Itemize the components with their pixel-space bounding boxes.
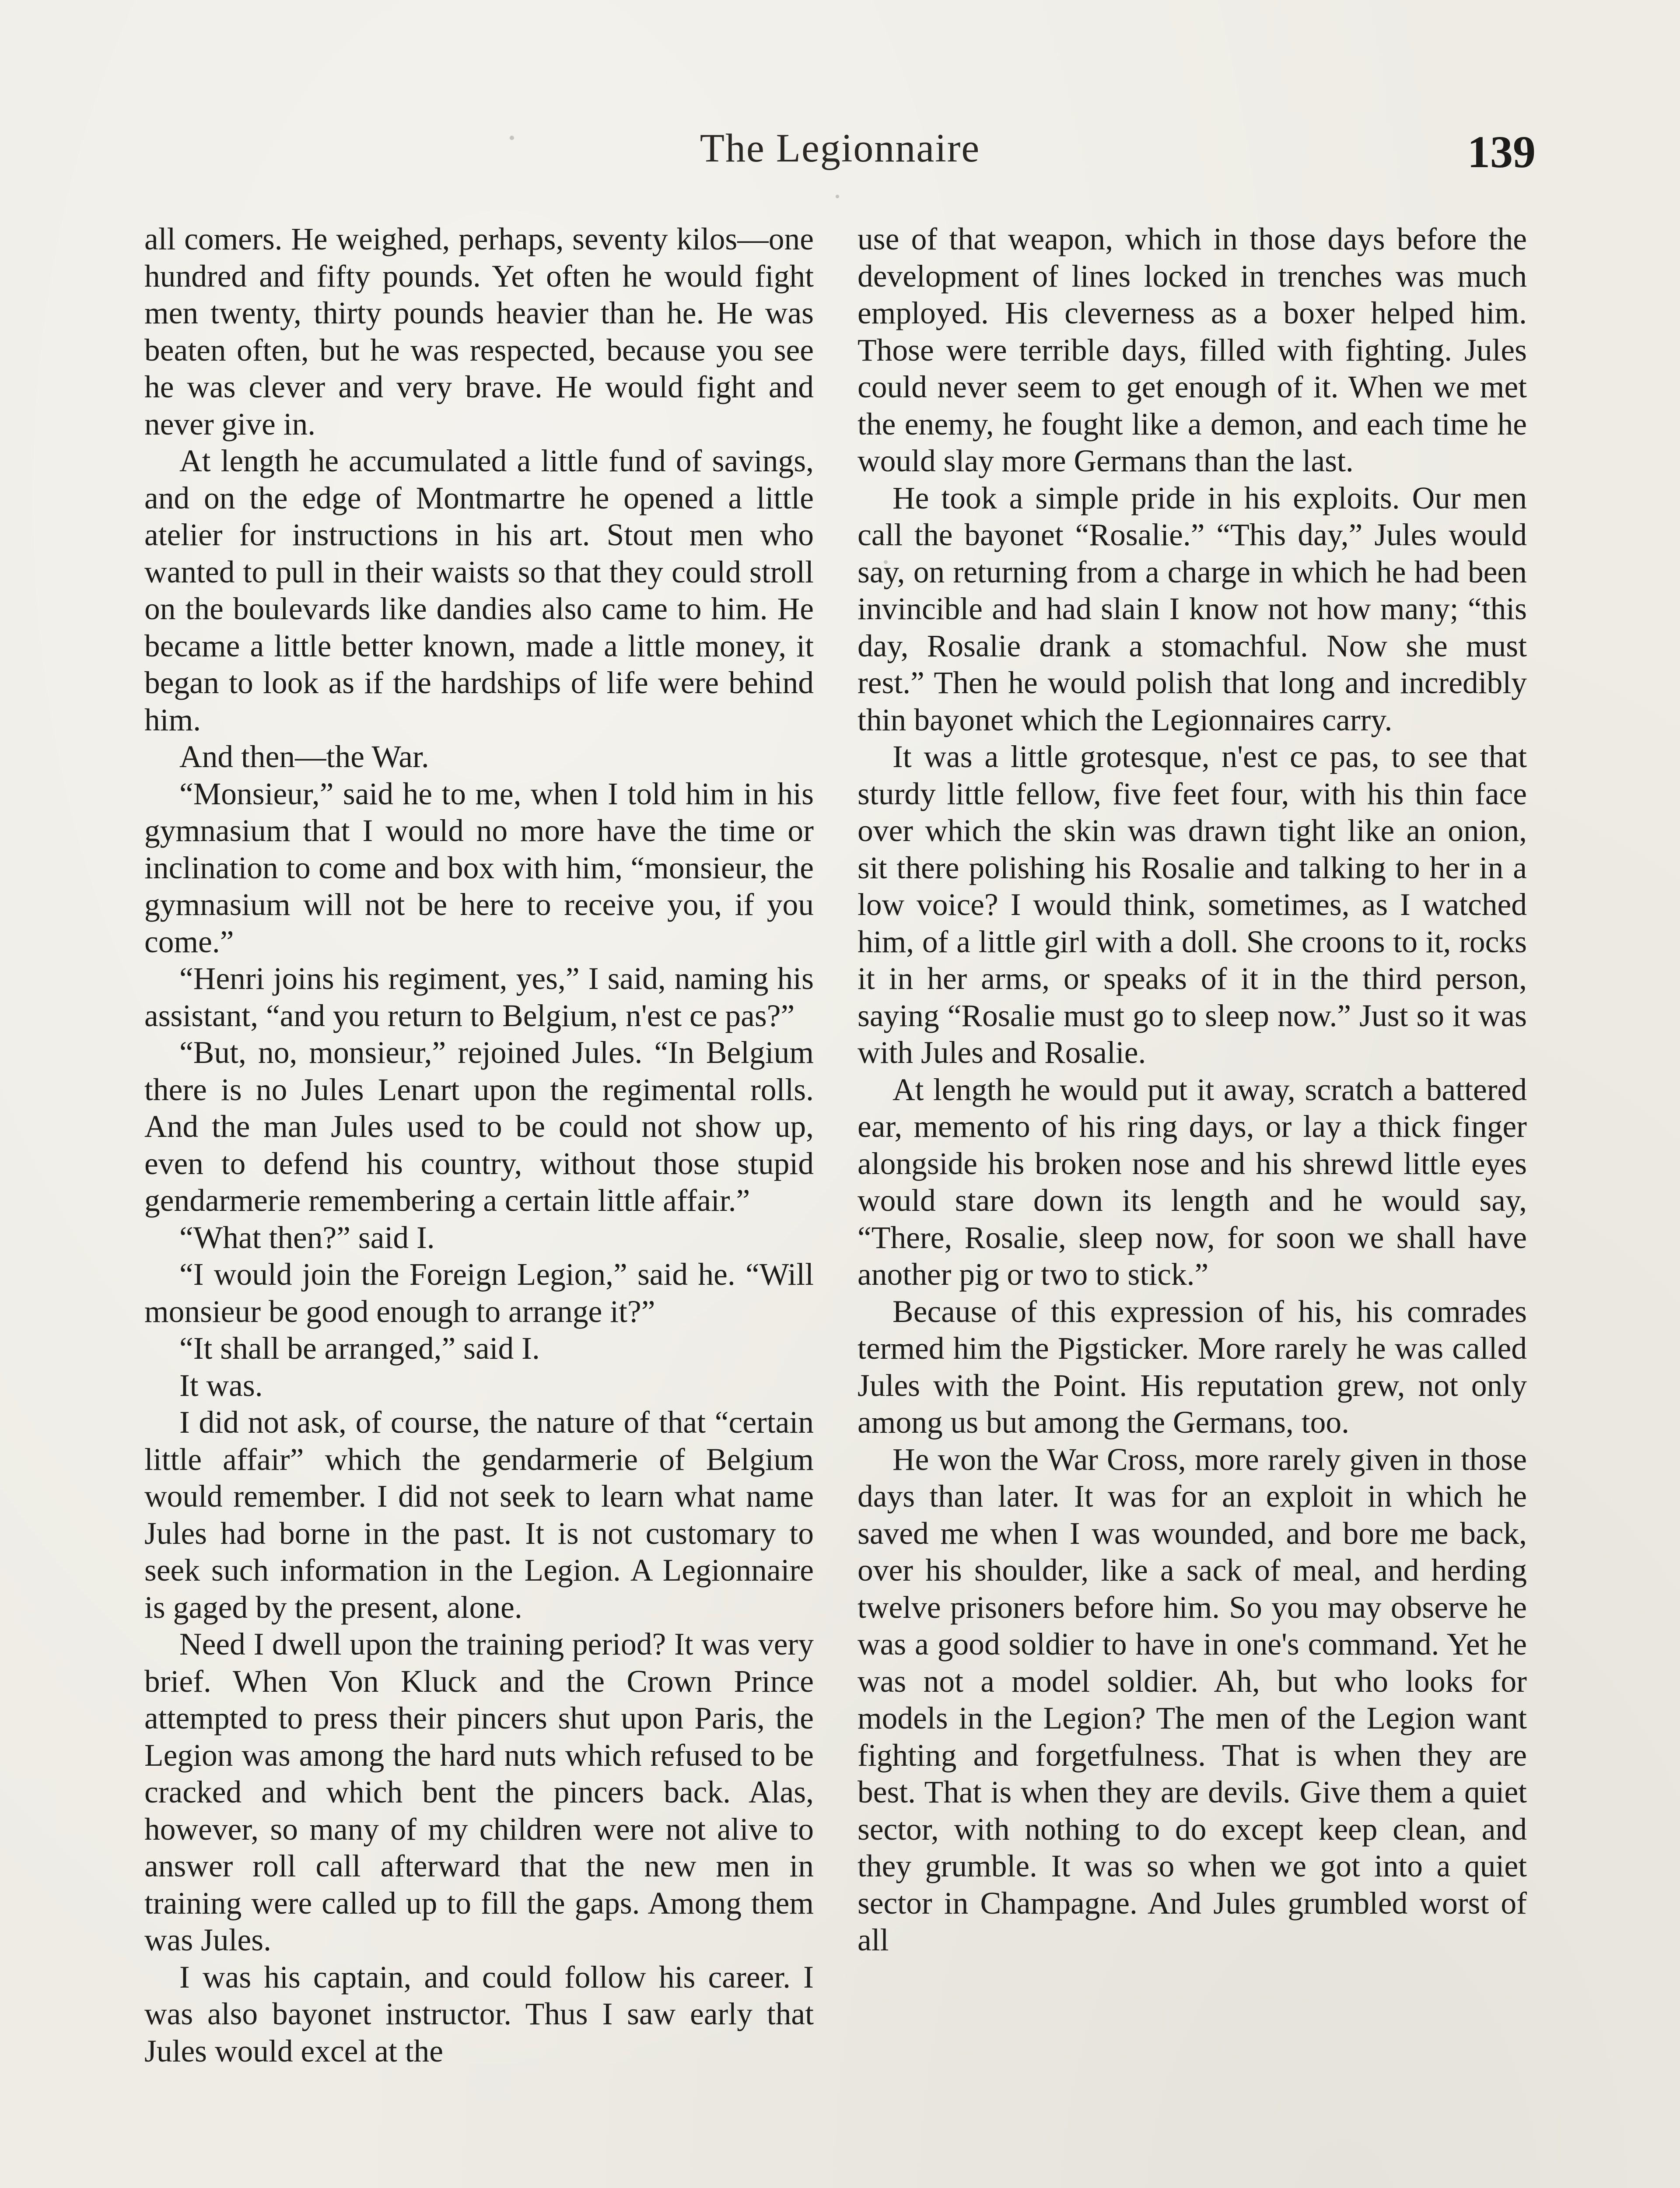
paragraph: “It shall be arranged,” said I. — [179, 1331, 540, 1366]
left-column — [144, 221, 814, 2070]
paragraph: It was a little grotesque, n'est ce pas, to see that sturdy little fellow, five feet four, with his thin face over which the skin was drawn tight like an onion, sit there polishing his Rosalie and talking to her in a low voice? I would think, sometimes, as I watched him, of a little girl with a doll. She croons to it, rocks it in her arms, or speaks of it in the third person, saying “Rosalie must go to sleep now.” Just so it was with Jules and Rosalie. — [858, 740, 1527, 1070]
paragraph: He won the War Cross, more rarely given in those days than later. It was for an exploit in which he saved me when I was wounded, and bore me back, over his shoulder, like a sack of meal, and herding twelve prisoners before him. So you may observe he was a good soldier to have in one's command. Yet he was not a model soldier. Ah, but who looks for models in the Legion? The men of the Legion want fighting and forgetfulness. That is when they are best. That is when they are devils. Give them a quiet sector, with nothing to do except keep clean, and they grumble. It was so when we got into a quiet sector in Champagne. And Jules grumbled worst of all — [858, 1442, 1527, 1957]
paragraph: “But, no, monsieur,” rejoined Jules. “In Belgium there is no Jules Lenart upon the regimental rolls. And the man Jules used to be could not show up, even to defend his country, without those stupid gendarmerie remembering a certain little affair.” — [144, 1035, 814, 1218]
paragraph: Need I dwell upon the training period? It was very brief. When Von Kluck and the Crown Prince attempted to press their pincers shut upon Paris, the Legion was among the hard nuts which refused to be cracked and which bent the pincers back. Alas, however, so many of my children were not alive to answer roll call afterward that the new men in training were called up to fill the gaps. Among them was Jules. — [144, 1627, 814, 1957]
paragraph: It was. — [179, 1368, 263, 1403]
paragraph: He took a simple pride in his exploits. Our men call the bayonet “Rosalie.” “This day,” Jules would say, on returning from a charge in which he had been invincible and had slain I know not how many; “this day, Rosalie drank a stomachful. Now she must rest.” Then he would polish that long and incredibly thin bayonet which the Legionnaires carry. — [858, 480, 1527, 737]
right-column — [858, 221, 1527, 1959]
running-title: The Legionnaire — [700, 126, 980, 170]
paper-speck — [836, 195, 839, 198]
paragraph: I did not ask, of course, the nature of that “certain little affair” which the gendarmerie of Belgium would remember. I did not seek to learn what name Jules had borne in the past. It is not customary to seek such information in the Legion. A Legionnaire is gaged by the present, alone. — [144, 1405, 814, 1625]
paragraph: “Monsieur,” said he to me, when I told him in his gymnasium that I would no more have the time or inclination to come and box with him, “monsieur, the gymnasium will not be here to receive you, if you come.” — [144, 776, 814, 959]
paragraph: “What then?” said I. — [179, 1220, 435, 1255]
page-number: 139 — [1467, 127, 1536, 177]
paragraph: use of that weapon, which in those days before the development of lines locked in trenches was much employed. His cleverness as a boxer helped him. Those were terrible days, filled with fighting. Jules could never seem to get enough of it. When we met the enemy, he fought like a demon, and each time he would slay more Germans than the last. — [858, 222, 1527, 478]
paragraph: And then—the War. — [179, 740, 429, 774]
paragraph: At length he accumulated a little fund of savings, and on the edge of Montmartre he opened a little atelier for instructions in his art. Stout men who wanted to pull in their waists so that they could stroll on the boulevards like dandies also came to him. He became a little better known, made a little money, it began to look as if the hardships of life were behind him. — [144, 444, 814, 737]
paragraph: “Henri joins his regiment, yes,” I said, naming his assistant, “and you return to Belgium, n'est ce pas?” — [144, 961, 814, 1033]
paragraph: At length he would put it away, scratch a battered ear, memento of his ring days, or lay a thick finger alongside his broken nose and his shrewd little eyes would stare down its length and he would say, “There, Rosalie, sleep now, for soon we shall have another pig or two to stick.” — [858, 1072, 1527, 1292]
paragraph: Because of this expression of his, his comrades termed him the Pigsticker. More rarely he was called Jules with the Point. His reputation grew, not only among us but among the Germans, too. — [858, 1294, 1527, 1440]
paper-speck — [510, 136, 514, 140]
paper-speck — [884, 560, 888, 564]
paragraph: I was his captain, and could follow his career. I was also bayonet instructor. Thus I saw early that Jules would excel at the — [144, 1960, 814, 2069]
paragraph: all comers. He weighed, perhaps, seventy kilos—one hundred and fifty pounds. Yet often he would fight men twenty, thirty pounds heavier than he. He was beaten often, but he was respected, because you see he was clever and very brave. He would fight and never give in. — [144, 222, 814, 442]
paragraph: “I would join the Foreign Legion,” said he. “Will monsieur be good enough to arrange it?” — [144, 1257, 814, 1329]
